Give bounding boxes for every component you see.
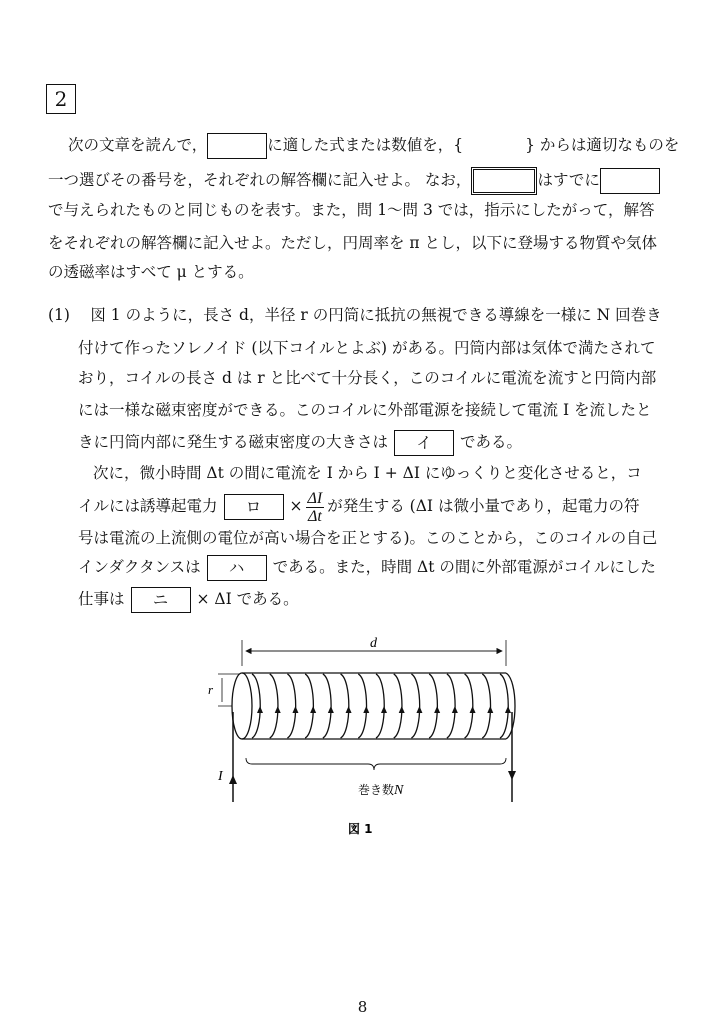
part1-text: × ΔI である。: [196, 590, 299, 608]
winding-current-arrow: [505, 706, 511, 713]
intro-line-4: をそれぞれの解答欄に記入せよ。ただし，円周率を π とし，以下に登場する物質や気体: [48, 234, 658, 252]
part1-p2-line-4: [78, 555, 656, 581]
intro-line-2: [48, 167, 660, 195]
part1-text: インダクタンスは: [78, 558, 201, 576]
winding-current-arrow: [399, 706, 405, 713]
cylinder-right-end: [506, 673, 515, 739]
coil-winding: [341, 674, 349, 738]
winding-current-arrow: [434, 706, 440, 713]
current-arrow-out: [508, 771, 516, 780]
coil-winding: [252, 674, 260, 738]
part1-text: が発生する (ΔI は微小量であり，起電力の符: [327, 497, 640, 515]
winding-current-arrow: [310, 706, 316, 713]
blank-ro: ロ: [224, 494, 284, 520]
coil-turns: [252, 673, 515, 739]
part1-line-4: には一様な磁束密度ができる。このコイルに外部電源を接続して電流 I を流したと: [78, 401, 652, 419]
part1-text: である。: [460, 433, 523, 451]
part1-text: 仕事は: [78, 590, 125, 608]
current-arrow-in: [229, 775, 237, 784]
winding-current-arrow: [328, 706, 334, 713]
figure-caption: 図 1: [348, 822, 373, 836]
coil-winding: [323, 674, 331, 738]
fraction-dI-dt: [306, 490, 325, 525]
r-label: r: [208, 682, 214, 697]
part1-line-3: おり，コイルの長さ d は r と比べて十分長く，このコイルに電流を流すと円筒内部: [78, 369, 657, 387]
intro-line-5: の透磁率はすべて μ とする。: [48, 263, 254, 281]
coil-winding: [465, 674, 473, 738]
winding-current-arrow: [275, 706, 281, 713]
winding-current-arrow: [381, 706, 387, 713]
coil-winding: [500, 674, 508, 738]
winding-current-arrow: [487, 706, 493, 713]
coil-winding: [376, 674, 384, 738]
part1-p2-line-3: 号は電流の上流側の電位が高い場合を正とする)。このことから，このコイルの自己: [78, 529, 658, 547]
blank-box-legend: [207, 133, 267, 159]
winding-current-arrow: [452, 706, 458, 713]
part1-line-1: (1) 図 1 のように，長さ d，半径 r の円筒に抵抗の無視できる導線を一様に N 回巻き: [48, 306, 662, 324]
part1-line-2: 付けて作ったソレノイド (以下コイルとよぶ) がある。円筒内部は気体で満たされて: [78, 339, 656, 357]
blank-box-legend: [600, 168, 660, 194]
winding-current-arrow: [416, 706, 422, 713]
intro-text: はすでに: [537, 171, 600, 189]
winding-current-arrow: [346, 706, 352, 713]
fraction-denominator: Δt: [307, 507, 322, 525]
solenoid-figure: [200, 630, 530, 840]
part1-text: イルには誘導起電力: [78, 497, 218, 515]
coil-winding: [482, 674, 490, 738]
cylinder-left-end: [232, 673, 252, 739]
coil-winding: [411, 674, 419, 738]
coil-winding: [429, 674, 437, 738]
blank-i: イ: [394, 430, 454, 456]
turns-brace: [246, 758, 506, 770]
winding-current-arrow: [292, 706, 298, 713]
coil-winding: [270, 674, 278, 738]
coil-winding: [358, 674, 366, 738]
part1-p2-line-5: [78, 587, 299, 613]
intro-line-3: で与えられたものと同じものを表す。また，問 1〜問 3 では，指示にしたがって，解答: [48, 201, 655, 219]
intro-text: に適した式または数値を，{: [267, 136, 464, 154]
page-number: 8: [357, 998, 368, 1016]
fraction-numerator: ΔI: [307, 489, 323, 507]
times-sign: ×: [289, 497, 303, 515]
part1-text: きに円筒内部に発生する磁束密度の大きさは: [78, 433, 389, 451]
coil-winding: [394, 674, 402, 738]
part1-text: である。また，時間 Δt の間に外部電源がコイルにした: [272, 558, 656, 576]
winding-current-arrow: [257, 706, 263, 713]
part1-p2-line-1: 次に，微小時間 Δt の間に電流を I から I + ΔI にゆっくりと変化させると，コ: [93, 464, 642, 482]
d-label: d: [370, 636, 377, 651]
coil-winding: [305, 674, 313, 738]
blank-ha: ハ: [207, 555, 267, 581]
coil-winding: [447, 674, 455, 738]
blank-ni: ニ: [131, 587, 191, 613]
intro-text: 次の文章を読んで，: [68, 136, 208, 154]
intro-text: } からは適切なものを: [525, 136, 680, 154]
intro-line-1: [68, 133, 679, 159]
double-blank-box-legend: [471, 167, 537, 195]
part1-p2-line-2: [78, 487, 639, 525]
question-number: 2: [46, 84, 76, 114]
intro-text: 一つ選びその番号を，それぞれの解答欄に記入せよ。 なお，: [48, 171, 472, 189]
coil-winding: [287, 674, 295, 738]
turns-label: 巻き数N: [358, 783, 404, 798]
winding-current-arrow: [470, 706, 476, 713]
winding-current-arrow: [363, 706, 369, 713]
part1-line-5: [78, 430, 522, 456]
current-label: I: [218, 769, 223, 784]
